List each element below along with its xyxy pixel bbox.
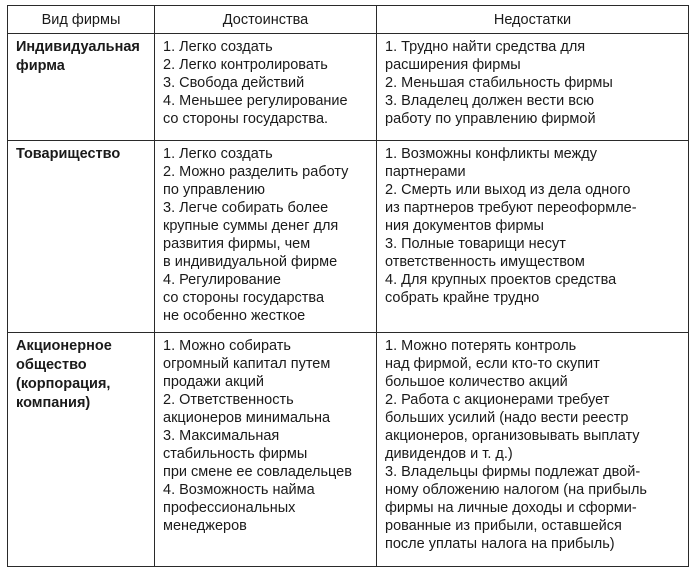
firm-type-line: Товарищество xyxy=(16,146,121,162)
column-header-kind: Вид фирмы xyxy=(8,6,155,34)
advantage-line: не особенно жесткое xyxy=(163,308,306,324)
disadvantage-line: большое количество акций xyxy=(385,374,568,390)
disadvantage-line: 1. Возможны конфликты между xyxy=(385,146,597,162)
disadvantage-line: 1. Можно потерять контроль xyxy=(385,338,577,354)
firm-type-line: (корпорация, xyxy=(16,376,111,392)
firm-type-cell xyxy=(8,141,155,333)
advantage-line: со стороны государства xyxy=(163,290,325,306)
advantages-cell xyxy=(155,34,377,141)
firm-type-line: общество xyxy=(16,357,87,373)
disadvantage-line: 2. Меньшая стабильность фирмы xyxy=(385,75,613,91)
comparison-table xyxy=(7,5,689,567)
advantage-line: 1. Можно собирать xyxy=(163,338,291,354)
advantage-line: 4. Возможность найма xyxy=(163,482,315,498)
firm-type-cell xyxy=(8,333,155,567)
advantage-line: профессиональных xyxy=(163,500,296,516)
firm-type-line: компания) xyxy=(16,395,91,411)
disadvantage-line: после уплаты налога на прибыль) xyxy=(385,536,615,552)
disadvantage-line: партнерами xyxy=(385,164,466,180)
advantage-line: продажи акций xyxy=(163,374,264,390)
advantage-line: по управлению xyxy=(163,182,266,198)
firm-type-line: Акционерное xyxy=(16,338,112,354)
advantage-line: менеджеров xyxy=(163,518,247,534)
advantage-line: 2. Легко контролировать xyxy=(163,57,328,73)
disadvantage-line: 3. Владелец должен вести всю xyxy=(385,93,594,109)
advantage-line: 3. Максимальная xyxy=(163,428,280,444)
disadvantage-line: 2. Смерть или выход из дела одного xyxy=(385,182,631,198)
disadvantages-cell xyxy=(377,141,689,333)
advantage-line: крупные суммы денег для xyxy=(163,218,339,234)
disadvantage-line: ния документов фирмы xyxy=(385,218,544,234)
disadvantage-line: из партнеров требуют переоформле- xyxy=(385,200,637,216)
advantage-line: 2. Ответственность xyxy=(163,392,294,408)
advantage-line: 4. Регулирование xyxy=(163,272,281,288)
disadvantage-line: дивидендов и т. д.) xyxy=(385,446,513,462)
advantages-cell xyxy=(155,333,377,567)
advantage-line: 3. Свобода действий xyxy=(163,75,305,91)
advantage-line: 4. Меньшее регулирование xyxy=(163,93,348,109)
disadvantage-line: 3. Владельцы фирмы подлежат двой- xyxy=(385,464,641,480)
advantage-line: стабильность фирмы xyxy=(163,446,308,462)
disadvantage-line: 1. Трудно найти средства для xyxy=(385,39,586,55)
advantage-line: 2. Можно разделить работу xyxy=(163,164,349,180)
disadvantage-line: расширения фирмы xyxy=(385,57,521,73)
advantage-line: огромный капитал путем xyxy=(163,356,331,372)
advantage-line: развития фирмы, чем xyxy=(163,236,311,252)
disadvantage-line: ответственность имуществом xyxy=(385,254,585,270)
table-row-joint-stock xyxy=(8,333,689,567)
advantage-line: со стороны государства. xyxy=(163,111,329,127)
table-row-partnership xyxy=(8,141,689,333)
disadvantage-line: работу по управлению фирмой xyxy=(385,111,596,127)
advantages-cell xyxy=(155,141,377,333)
firm-type-line: Индивидуальная xyxy=(16,39,140,55)
firm-type-cell xyxy=(8,34,155,141)
disadvantage-line: над фирмой, если кто-то скупит xyxy=(385,356,600,372)
disadvantage-line: фирмы на личные доходы и сформи- xyxy=(385,500,637,516)
advantage-line: в индивидуальной фирме xyxy=(163,254,338,270)
disadvantage-line: акционеров, организовывать выплату xyxy=(385,428,640,444)
disadvantage-line: 3. Полные товарищи несут xyxy=(385,236,566,252)
disadvantage-line: 4. Для крупных проектов средства xyxy=(385,272,617,288)
disadvantage-line: собрать крайне трудно xyxy=(385,290,540,306)
advantage-line: 3. Легче собирать более xyxy=(163,200,329,216)
column-header-disadvantages: Недостатки xyxy=(377,6,689,34)
column-header-advantages: Достоинства xyxy=(155,6,377,34)
advantage-line: 1. Легко создать xyxy=(163,39,273,55)
disadvantage-line: ному обложению налогом (на прибыль xyxy=(385,482,647,498)
disadvantage-line: рованные из прибыли, оставшейся xyxy=(385,518,622,534)
table-row-individual xyxy=(8,34,689,141)
disadvantage-line: больших усилий (надо вести реестр xyxy=(385,410,629,426)
disadvantages-cell xyxy=(377,34,689,141)
disadvantage-line: 2. Работа с акционерами требует xyxy=(385,392,610,408)
header-row xyxy=(8,6,689,34)
advantage-line: при смене ее совладельцев xyxy=(163,464,352,480)
firm-type-line: фирма xyxy=(16,58,65,74)
advantage-line: акционеров минимальна xyxy=(163,410,331,426)
advantage-line: 1. Легко создать xyxy=(163,146,273,162)
disadvantages-cell xyxy=(377,333,689,567)
